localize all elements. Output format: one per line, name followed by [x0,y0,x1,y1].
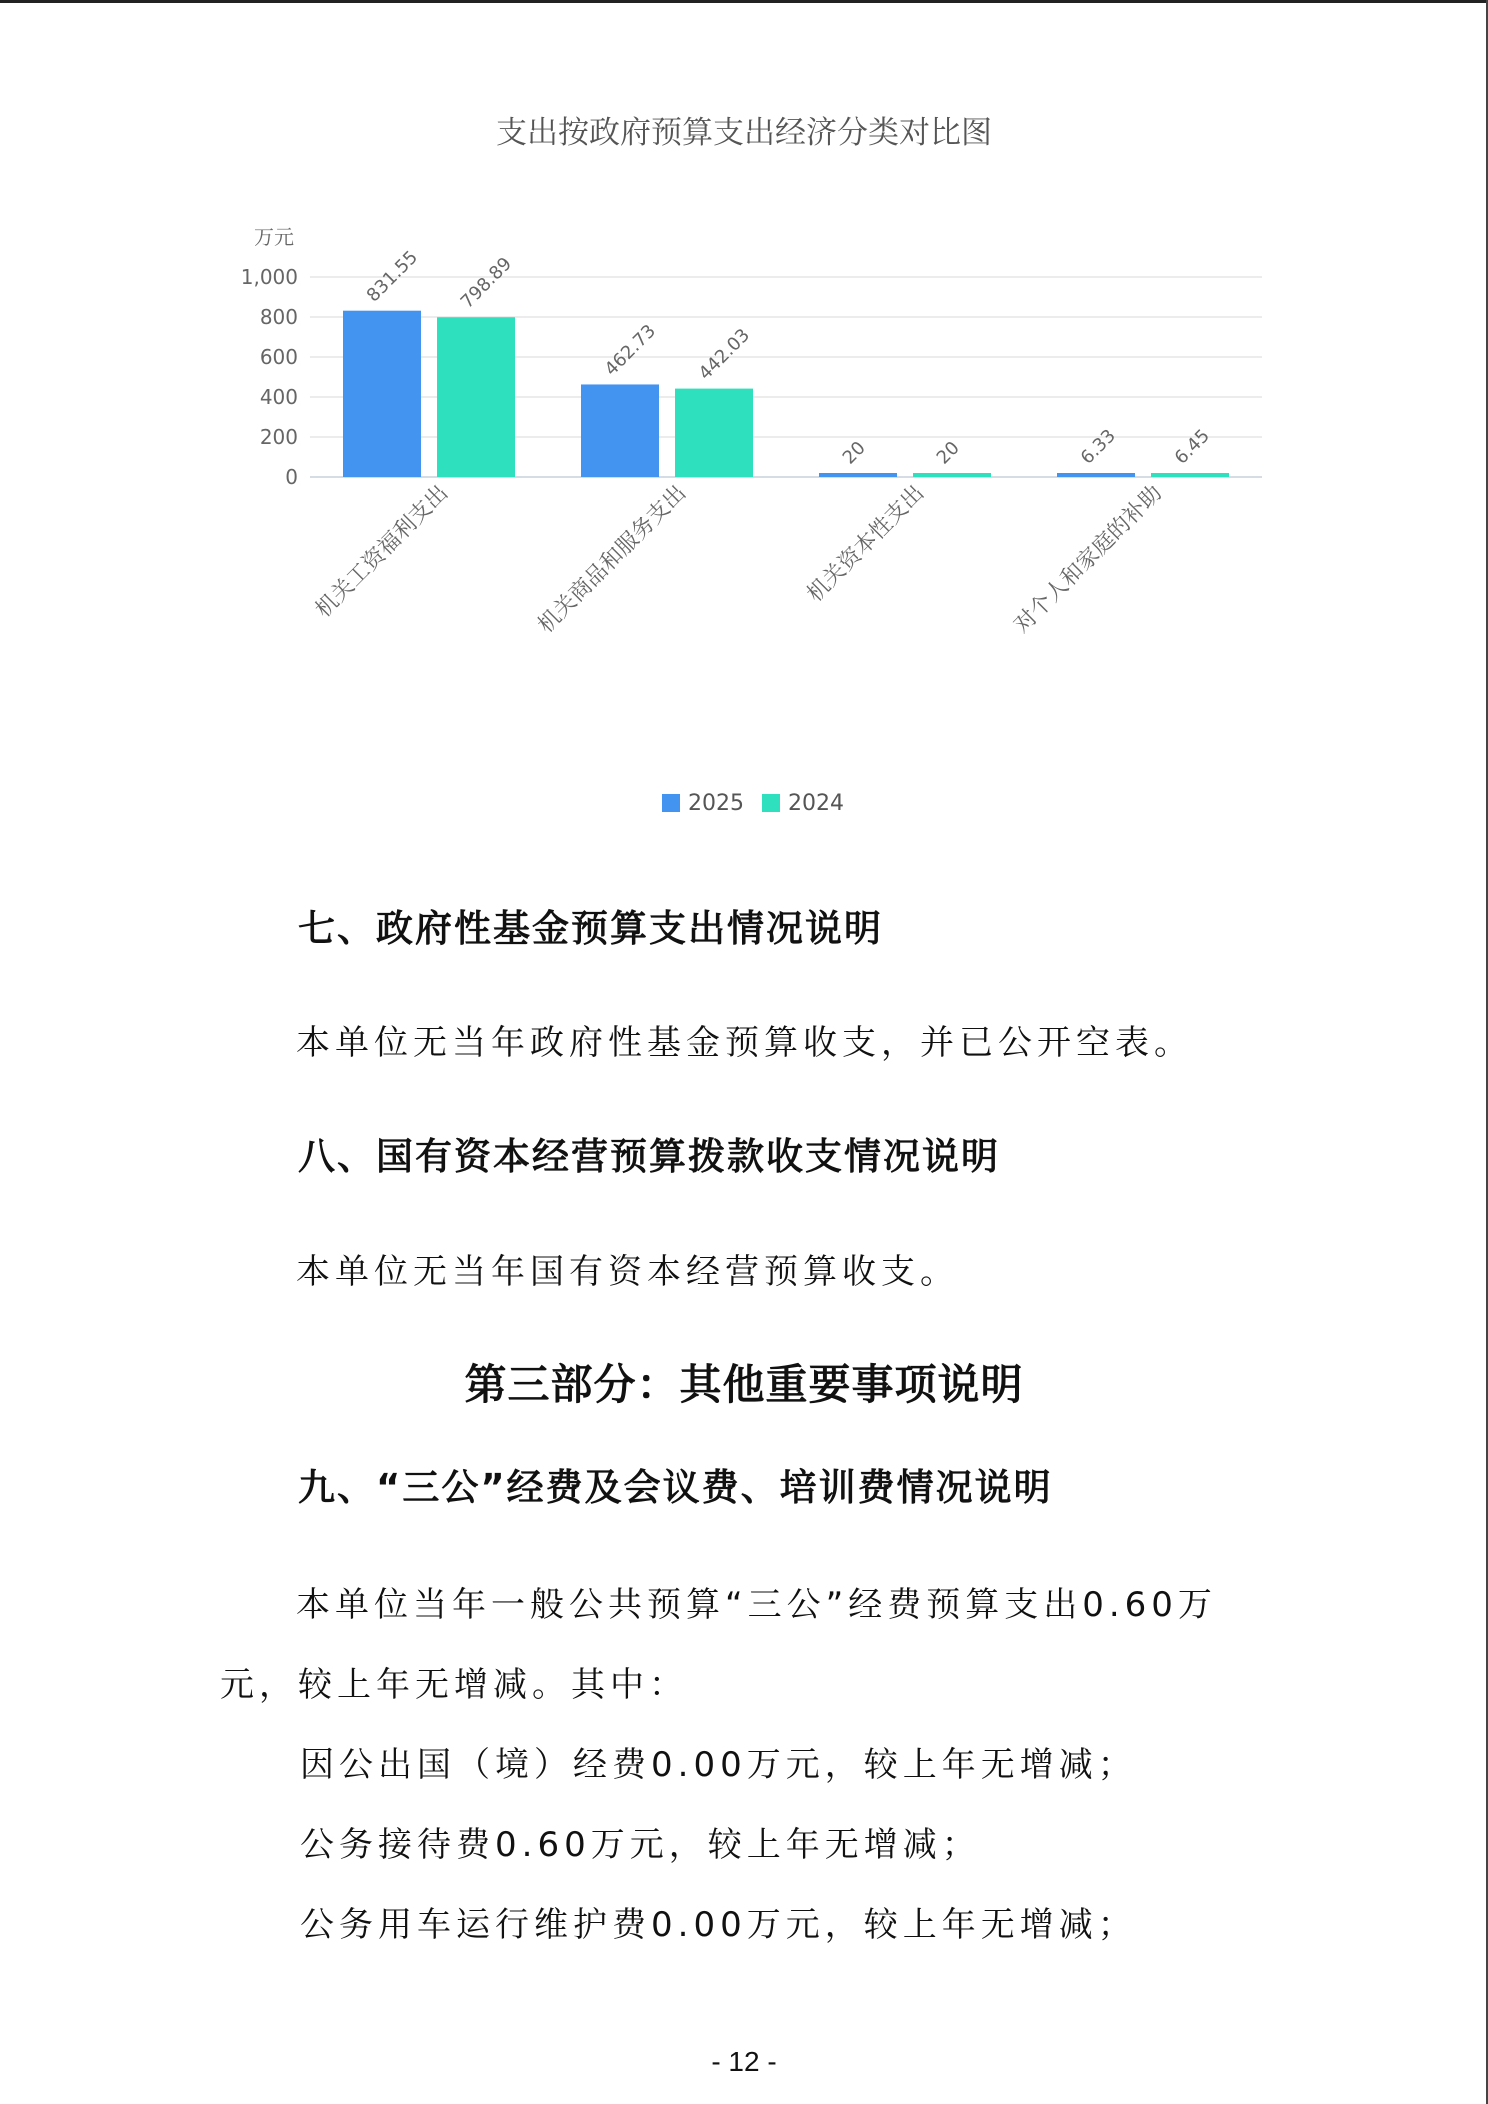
bar-2025-0 [343,311,421,477]
section-9-body-line1: 本单位当年一般公共预算“三公”经费预算支出0.60万 [296,1585,1217,1625]
section-8-body: 本单位无当年国有资本经营预算收支。 [296,1252,959,1292]
y-tick-label: 400 [259,385,298,409]
bar-2025-2 [819,473,897,477]
category-label-1: 机关商品和服务支出 [533,480,692,639]
page-number: - 12 - [711,2046,777,2077]
y-tick-label: 200 [259,425,298,449]
section-8-heading: 八、国有资本经营预算拨款收支情况说明 [298,1135,1000,1178]
legend [662,791,844,816]
bar-2024-1 [675,389,753,477]
legend-label-2024: 2024 [788,791,844,816]
bar-2024-2 [913,473,991,477]
data-label-2024-1: 442.03 [694,324,755,385]
data-label-2025-1: 462.73 [600,320,661,380]
bar-2025-1 [581,384,659,477]
y-tick-label: 800 [259,305,298,329]
data-label-2025-3: 6.33 [1076,425,1120,469]
bar-2025-3 [1057,473,1135,477]
section-7-heading: 七、政府性基金预算支出情况说明 [298,907,883,950]
data-label-2025-2: 20 [838,437,870,469]
y-tick-label: 0 [285,465,298,489]
chart-title: 支出按政府预算支出经济分类对比图 [496,115,992,151]
section-9-body-line2: 元，较上年无增减。其中： [220,1665,688,1705]
section-9-item-2: 公务接待费0.60万元，较上年无增减； [300,1825,981,1865]
bar-2024-3 [1151,473,1229,477]
category-label-0: 机关工资福利支出 [311,480,454,623]
category-label-2: 机关资本性支出 [802,480,930,608]
expenditure-comparison-chart [0,0,1488,840]
data-label-2025-0: 831.55 [362,246,423,307]
section-9-item-3: 公务用车运行维护费0.00万元，较上年无增减； [300,1905,1137,1945]
category-label-3: 对个人和家庭的补助 [1009,480,1168,639]
legend-label-2025: 2025 [688,791,744,816]
y-axis-ticks [241,265,298,489]
section-9-heading: 九、“三公”经费及会议费、培训费情况说明 [298,1466,1053,1509]
y-tick-label: 1,000 [240,265,298,289]
legend-swatch-2024 [762,794,780,812]
bar-2024-0 [437,317,515,477]
data-label-2024-2: 20 [932,437,964,469]
data-label-2024-0: 798.89 [456,253,517,313]
category-labels [311,481,1167,639]
data-label-2024-3: 6.45 [1170,425,1214,469]
part-3-title: 第三部分：其他重要事项说明 [464,1360,1024,1409]
y-axis-unit: 万元 [254,225,294,249]
y-tick-label: 600 [259,345,298,369]
section-9-item-1: 因公出国（境）经费0.00万元，较上年无增减； [300,1745,1137,1785]
legend-swatch-2025 [662,794,680,812]
section-7-body: 本单位无当年政府性基金预算收支，并已公开空表。 [296,1023,1193,1063]
